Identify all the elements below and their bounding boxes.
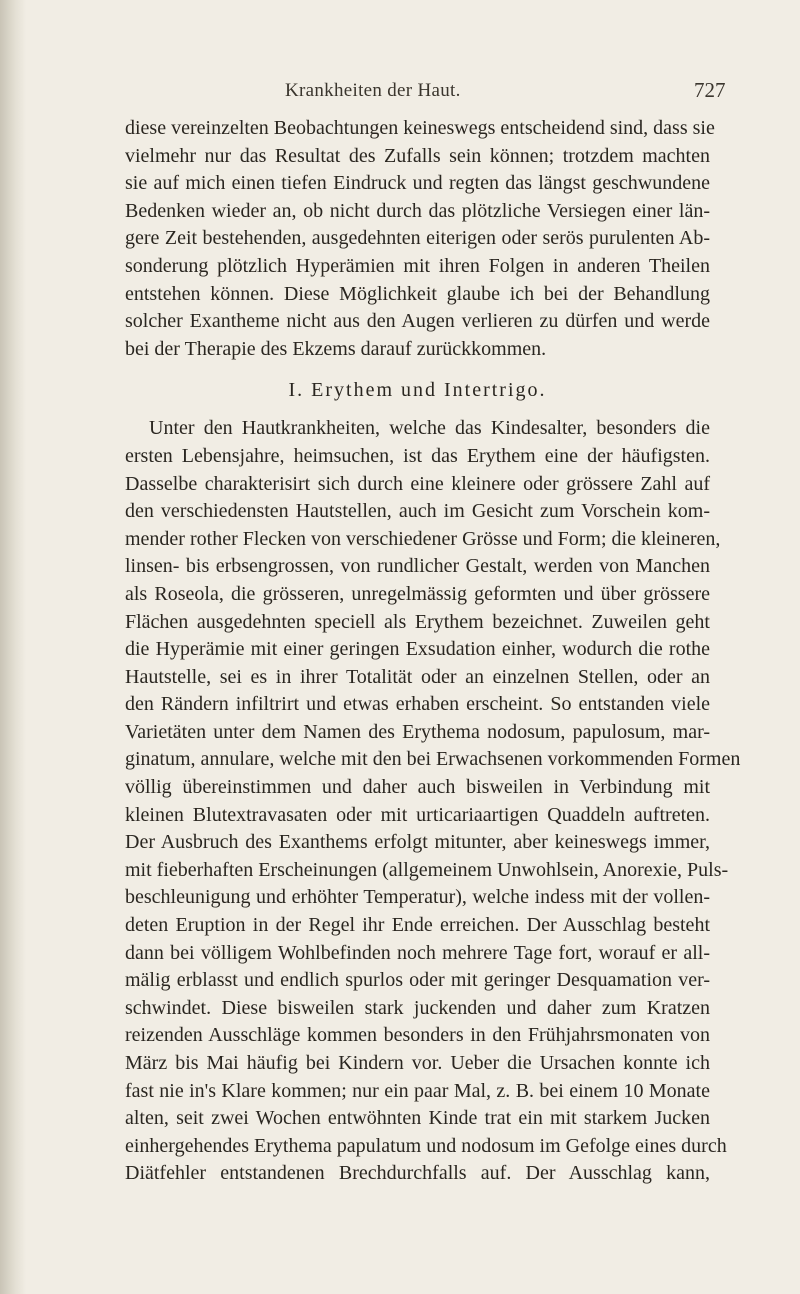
text-line: linsen- bis erbsengrossen, von rundlicher Gestalt, werden von Manchen (125, 555, 710, 578)
text-line: fast nie in's Klare kommen; nur ein paar Mal, z. B. bei einem 10 Monate (125, 1079, 710, 1102)
text-line: solcher Exantheme nicht aus den Augen verlieren zu dürfen und werde (125, 310, 710, 333)
text-line: einhergehendes Erythema papulatum und nodosum im Gefolge eines durch (125, 1134, 727, 1157)
text-line: entstehen können. Diese Möglichkeit glaube ich bei der Behandlung (125, 282, 710, 305)
text-line: schwindet. Diese bisweilen stark juckenden und daher zum Kratzen (125, 996, 710, 1019)
text-line: alten, seit zwei Wochen entwöhnten Kinde trat ein mit starkem Jucken (125, 1107, 710, 1130)
text-line: reizenden Ausschläge kommen besonders in den Frühjahrsmonaten von (125, 1024, 710, 1047)
text-line: Bedenken wieder an, ob nicht durch das plötzliche Versiegen einer län- (125, 199, 710, 222)
body-text (125, 115, 741, 1188)
text-line: den verschiedensten Hautstellen, auch im Gesicht zum Vorschein kom- (125, 500, 710, 523)
text-line: gere Zeit bestehenden, ausgedehnten eiterigen oder serös purulenten Ab- (125, 227, 710, 250)
text-line: beschleunigung und erhöhter Temperatur), welche indess mit der vollen- (125, 886, 710, 909)
text-line: völlig übereinstimmen und daher auch bisweilen in Verbindung mit (125, 776, 710, 799)
running-head (0, 78, 800, 108)
text-line: ersten Lebensjahre, heimsuchen, ist das Erythem eine der häufigsten. (125, 444, 710, 467)
text-line: kleinen Blutextravasaten oder mit urticariaartigen Quaddeln auftreten. (125, 803, 710, 826)
text-line: sonderung plötzlich Hyperämien mit ihren Folgen in anderen Theilen (125, 254, 710, 277)
text-line: März bis Mai häufig bei Kindern vor. Ueber die Ursachen konnte ich (125, 1052, 710, 1074)
running-title: Krankheiten der Haut. (285, 80, 461, 101)
text-line: mit fieberhaften Erscheinungen (allgemeinem Unwohlsein, Anorexie, Puls- (125, 858, 729, 881)
text-line: vielmehr nur das Resultat des Zufalls sein können; trotzdem machten (125, 144, 710, 167)
text-line: Flächen ausgedehnten speciell als Erythem bezeichnet. Zuweilen geht (125, 610, 710, 633)
page-number: 727 (694, 78, 726, 102)
text-line: als Roseola, die grösseren, unregelmässig geformten und über grössere (125, 582, 710, 605)
text-line: den Rändern infiltrirt und etwas erhaben erscheint. So entstanden viele (125, 693, 710, 716)
text-line: sie auf mich einen tiefen Eindruck und regten das längst geschwundene (125, 172, 710, 195)
text-line: mälig erblasst und endlich spurlos oder mit geringer Desquamation ver- (125, 969, 710, 992)
text-line: diese vereinzelten Beobachtungen keineswegs entscheidend sind, dass sie (125, 117, 715, 139)
text-line: Unter den Hautkrankheiten, welche das Kindesalter, besonders die (149, 417, 710, 440)
text-line: ginatum, annulare, welche mit den bei Erwachsenen vorkommenden Formen (125, 748, 741, 771)
text-line: Dasselbe charakterisirt sich durch eine kleinere oder grössere Zahl auf (125, 472, 710, 495)
text-line: deten Eruption in der Regel ihr Ende erreichen. Der Ausschlag besteht (125, 914, 710, 937)
text-line: bei der Therapie des Ekzems darauf zurückkommen. (125, 337, 547, 360)
section-heading: I. Erythem und Intertrigo. (288, 379, 547, 402)
text-line: Diätfehler entstandenen Brechdurchfalls auf. Der Ausschlag kann, (125, 1162, 710, 1185)
text-line: dann bei völligem Wohlbefinden noch mehrere Tage fort, worauf er all- (125, 941, 710, 964)
text-line: Varietäten unter dem Namen des Erythema nodosum, papulosum, mar- (125, 720, 710, 743)
text-line: mender rother Flecken von verschiedener Grösse und Form; die kleineren, (125, 527, 721, 550)
text-line: Hautstelle, sei es in ihrer Totalität oder an einzelnen Stellen, oder an (125, 665, 710, 688)
text-line: die Hyperämie mit einer geringen Exsudation einher, wodurch die rothe (125, 638, 710, 661)
text-line: Der Ausbruch des Exanthems erfolgt mitunter, aber keineswegs immer, (125, 831, 710, 854)
page-edge-shadow (0, 0, 26, 1294)
